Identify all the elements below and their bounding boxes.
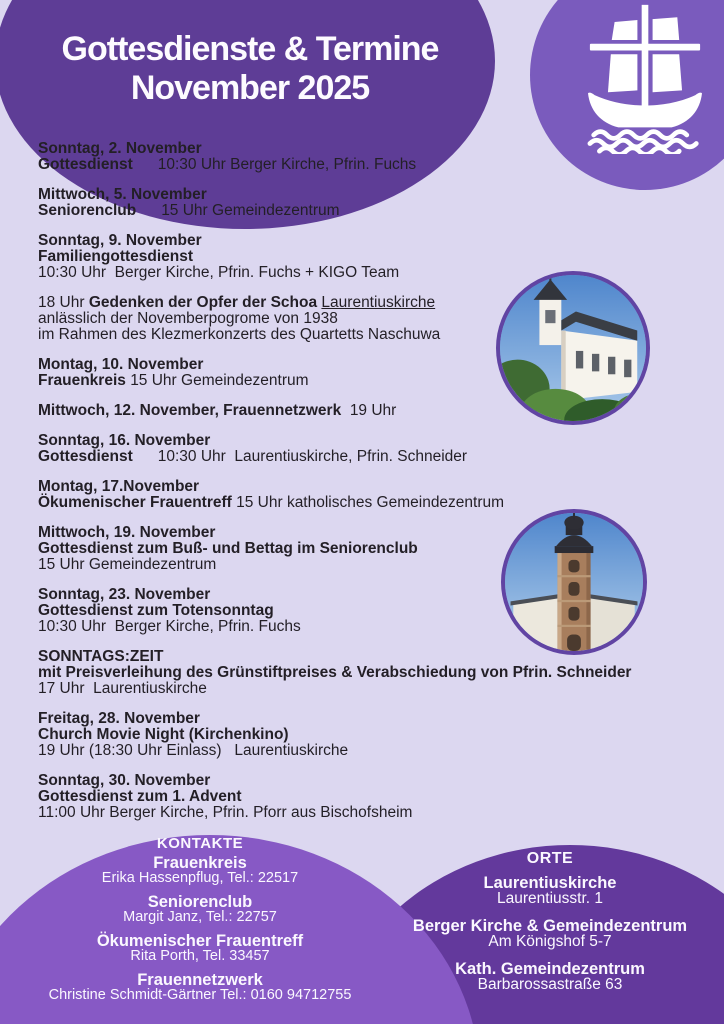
contact-entry: [0, 895, 400, 925]
event-line: [38, 433, 710, 449]
event-line: [38, 711, 710, 727]
page-title: [40, 30, 460, 108]
event-text: Church Movie Night (Kirchenkino): [38, 726, 289, 743]
event-line: [38, 187, 710, 203]
event-text: Frauenkreis: [38, 372, 131, 389]
event-text: Sonntag, 16. November: [38, 432, 211, 449]
event-text: Gottesdienst zum Buß- und Bettag im Seniorenclub: [38, 540, 418, 557]
event-text: Familiengottesdienst: [38, 248, 194, 265]
event-line: [38, 479, 710, 495]
event-text: 19 Uhr (18:30 Uhr Einlass) Laurentiuskirche: [38, 742, 349, 759]
event-text: Montag, 17.November: [38, 478, 200, 495]
event-text: Mittwoch, 5. November: [38, 186, 207, 203]
event-text: Laurentiuskirche: [321, 294, 436, 311]
entry-name: Berger Kirche & Gemeindezentrum: [412, 917, 688, 935]
event-block: [38, 649, 710, 697]
event-line: [38, 141, 710, 157]
entry-detail: Margit Janz, Tel.: 22757: [123, 909, 277, 925]
entry-name: Seniorenclub: [147, 893, 253, 911]
contact-entry: [390, 918, 710, 950]
event-line: [38, 773, 710, 789]
contact-entry: [390, 875, 710, 907]
entry-detail: Rita Porth, Tel. 33457: [130, 948, 270, 964]
event-text: 15 Uhr Gemeindezentrum: [38, 556, 217, 573]
event-text: 19 Uhr: [341, 402, 397, 419]
event-text: 18 Uhr: [38, 294, 89, 311]
event-line: [38, 649, 710, 665]
event-line: [38, 265, 710, 281]
entry-detail: Erika Hassenpflug, Tel.: 22517: [101, 870, 299, 886]
event-text: anlässlich der Novemberpogrome von 1938: [38, 310, 338, 327]
event-text: 10:30 Uhr Laurentiuskirche, Pfrin. Schneider: [157, 448, 468, 465]
event-block: [38, 433, 710, 465]
event-text: Sonntag, 30. November: [38, 772, 211, 789]
entry-detail: Am Königshof 5-7: [488, 933, 612, 950]
entry-name: Frauenkreis: [153, 854, 247, 872]
event-text: Gedenken der Opfer der Schoa: [88, 294, 322, 311]
event-text: 15 Uhr Gemeindezentrum: [161, 202, 340, 219]
contact-entry: [390, 961, 710, 993]
kontakte-section: [0, 836, 400, 1012]
contact-entry: [0, 934, 400, 964]
event-text: 17 Uhr Laurentiuskirche: [38, 680, 207, 697]
event-text: 15 Uhr katholisches Gemeindezentrum: [236, 494, 505, 511]
event-text: 11:00 Uhr Berger Kirche, Pfrin. Pforr aus Bischofsheim: [38, 804, 413, 821]
event-line: [38, 805, 710, 821]
orte-entries: [390, 875, 710, 993]
event-text: Ökumenischer Frauentreff: [38, 494, 237, 511]
event-text: 10:30 Uhr Berger Kirche, Pfrin. Fuchs + KIGO Team: [38, 264, 400, 281]
events-list: [38, 141, 710, 835]
event-text: im Rahmen des Klezmerkonzerts des Quartetts Naschuwa: [38, 326, 441, 343]
event-block: [38, 773, 710, 821]
entry-name: Kath. Gemeindezentrum: [455, 960, 645, 978]
event-text: Sonntag, 2. November: [38, 140, 202, 157]
title-line-1: Gottesdienste & Termine: [61, 30, 439, 68]
event-line: [38, 233, 710, 249]
event-line: [38, 743, 710, 759]
event-text: mit Preisverleihung des Grünstiftpreises & Verabschiedung von Pfrin. Schneider: [38, 664, 632, 681]
event-line: [38, 789, 710, 805]
orte-title: ORTE: [526, 850, 574, 867]
event-text: Gottesdienst: [38, 448, 133, 465]
event-line: [38, 157, 710, 173]
kontakte-entries: [0, 856, 400, 1003]
event-line: [38, 681, 710, 697]
event-text: Freitag, 28. November: [38, 710, 200, 727]
white-church-photo: [496, 271, 650, 425]
event-block: [38, 233, 710, 281]
entry-detail: Christine Schmidt-Gärtner Tel.: 0160 94712755: [48, 987, 352, 1003]
event-line: [38, 495, 710, 511]
title-line-2: November 2025: [130, 69, 370, 107]
entry-detail: Laurentiusstr. 1: [497, 890, 603, 907]
event-block: [38, 711, 710, 759]
entry-detail: Barbarossastraße 63: [477, 976, 623, 993]
event-text: Mittwoch, 19. November: [38, 524, 216, 541]
event-text: SONNTAGS:ZEIT: [38, 648, 164, 665]
contact-entry: [0, 856, 400, 886]
brick-tower-church-photo: [501, 509, 647, 655]
event-text: Mittwoch, 12. November, Frauennetzwerk: [38, 402, 342, 419]
event-text: 15 Uhr Gemeindezentrum: [130, 372, 309, 389]
entry-name: Laurentiuskirche: [483, 874, 617, 892]
event-text: Seniorenclub: [38, 202, 137, 219]
entry-name: Frauennetzwerk: [137, 971, 263, 989]
event-block: [38, 479, 710, 511]
event-text: Gottesdienst: [38, 156, 133, 173]
event-text: 10:30 Uhr Berger Kirche, Pfrin. Fuchs: [38, 618, 301, 635]
event-text: Gottesdienst zum 1. Advent: [38, 788, 242, 805]
event-line: [38, 727, 710, 743]
kontakte-title: KONTAKTE: [156, 835, 244, 852]
event-block: [38, 141, 710, 173]
event-line: [38, 449, 710, 465]
event-text: 10:30 Uhr Berger Kirche, Pfrin. Fuchs: [157, 156, 417, 173]
event-line: [38, 665, 710, 681]
entry-name: Ökumenischer Frauentreff: [96, 932, 304, 950]
event-text: Sonntag, 9. November: [38, 232, 202, 249]
event-block: [38, 187, 710, 219]
orte-section: [390, 851, 710, 1004]
event-line: [38, 249, 710, 265]
event-line: [38, 203, 710, 219]
event-text: Gottesdienst zum Totensonntag: [38, 602, 274, 619]
event-text: Montag, 10. November: [38, 356, 204, 373]
contact-entry: [0, 973, 400, 1003]
event-text: Sonntag, 23. November: [38, 586, 211, 603]
